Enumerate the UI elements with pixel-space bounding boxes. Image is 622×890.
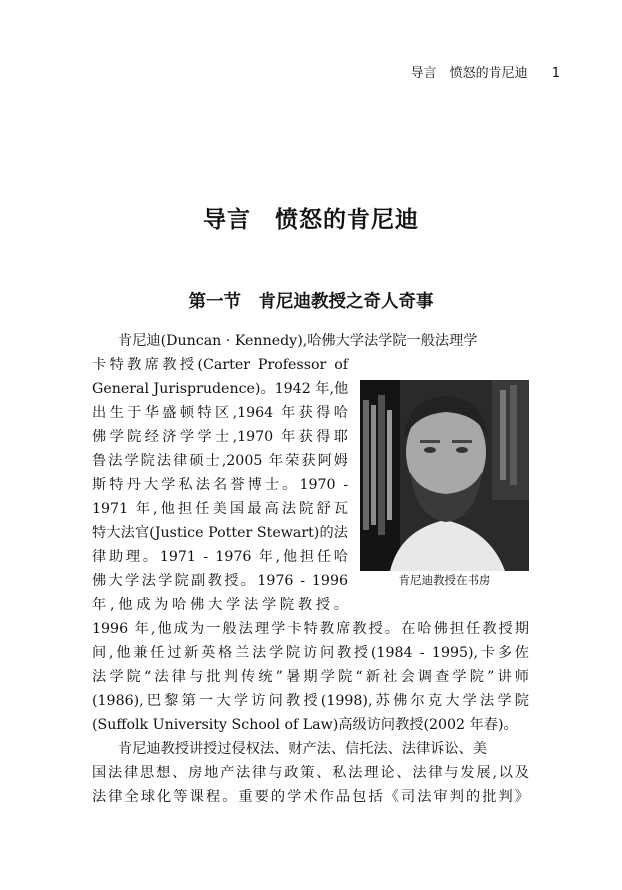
body-line: 国法律思想、房地产法律与政策、私法理论、法律与发展,以及 xyxy=(92,765,529,781)
body-line: 出生于华盛顿特区,1964 年获得哈 xyxy=(92,405,348,421)
body-line: 律助理。1971 - 1976 年,他担任哈 xyxy=(92,549,348,565)
body-line: 佛学院经济学学士,1970 年获得耶 xyxy=(92,429,348,445)
body-line: 鲁法学院法律硕士,2005 年荣获阿姆 xyxy=(92,453,348,469)
chapter-title: 导言 愤怒的肯尼迪 xyxy=(203,206,419,233)
portrait-photo xyxy=(360,380,529,571)
body-line: 特大法官(Justice Potter Stewart)的法 xyxy=(92,525,348,541)
body-line: 肯尼迪教授讲授过侵权法、财产法、信托法、法律诉讼、美 xyxy=(118,741,487,757)
body-line: 法学院“法律与批判传统”暑期学院“新社会调查学院”讲师 xyxy=(92,669,529,685)
body-line: General Jurisprudence)。1942 年,他 xyxy=(92,381,349,397)
body-line: 法律全球化等课程。重要的学术作品包括《司法审判的批判》 xyxy=(92,789,529,805)
page-number: 1 xyxy=(551,66,560,81)
body-line: 肯尼迪(Duncan · Kennedy),哈佛大学法学院一般法理学 xyxy=(118,333,478,349)
body-line: (1986),巴黎第一大学访问教授(1998),苏佛尔克大学法学院 xyxy=(92,693,529,709)
running-head-title: 导言 愤怒的肯尼迪 xyxy=(410,66,528,81)
body-line: 佛大学法学院副教授。1976 - 1996 xyxy=(92,573,348,589)
photo-caption: 肯尼迪教授在书房 xyxy=(398,573,491,587)
body-line: 卡特教席教授(Carter Professor of xyxy=(92,357,348,373)
body-line: 1996 年,他成为一般法理学卡特教席教授。在哈佛担任教授期 xyxy=(92,621,529,637)
section-title: 第一节 肯尼迪教授之奇人奇事 xyxy=(188,292,434,312)
body-line: 斯特丹大学私法名誉博士。1970 - xyxy=(92,477,348,493)
body-line: 1971 年,他担任美国最高法院舒瓦 xyxy=(92,501,348,517)
body-line: 年,他成为哈佛大学法学院教授。 xyxy=(92,597,348,613)
running-head xyxy=(411,62,560,81)
body-line: (Suffolk University School of Law)高级访问教授(2002 年春)。 xyxy=(92,717,518,733)
body-line: 间,他兼任过新英格兰法学院访问教授(1984 - 1995),卡多佐 xyxy=(92,645,529,661)
